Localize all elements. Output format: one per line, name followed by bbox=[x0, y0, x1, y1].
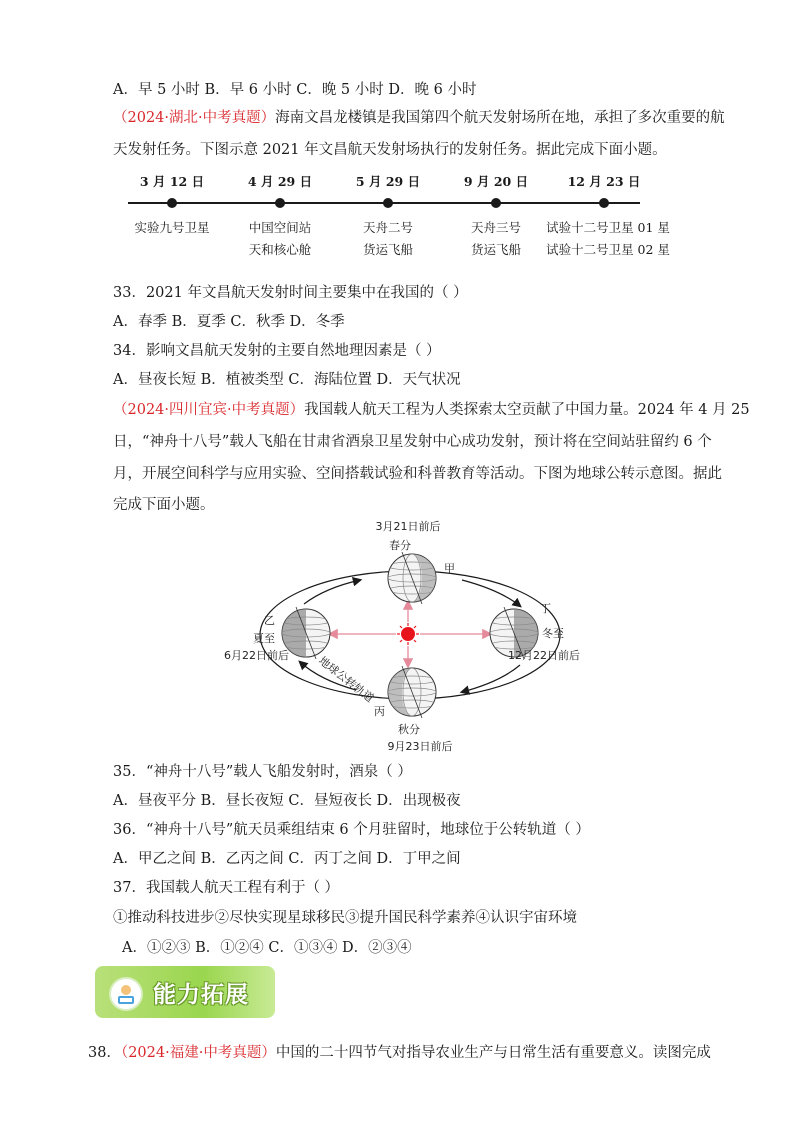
timeline-label: 天舟二号 bbox=[362, 220, 414, 235]
q33-options: A．春季 B．夏季 C．秋季 D．冬季 bbox=[113, 314, 345, 330]
timeline-date: 9 月 20 日 bbox=[463, 174, 529, 189]
spring-equinox-date: 3月21日前后 bbox=[375, 520, 441, 533]
timeline-label: 中国空间站 bbox=[248, 220, 312, 235]
position-ding-label: 丁 bbox=[540, 602, 551, 615]
intro-text: 海南文昌龙楼镇是我国第四个航天发射场所在地，承担了多次重要的航 bbox=[275, 110, 725, 126]
spring-equinox-label: 春分 bbox=[389, 539, 411, 552]
position-yi-label: 乙 bbox=[264, 614, 275, 627]
earth-globe-icon bbox=[388, 552, 436, 604]
orbit-direction-arrow bbox=[462, 665, 520, 692]
timeline-label: 试验十二号卫星 01 星 bbox=[546, 220, 670, 235]
q38-text: 中国的二十四节气对指导农业生产与日常生活有重要意义。读图完成 bbox=[275, 1045, 711, 1061]
source-tag: （2024·湖北·中考真题） bbox=[113, 110, 276, 126]
q32-options: A．早 5 小时 B．早 6 小时 C．晚 5 小时 D．晚 6 小时 bbox=[113, 82, 477, 98]
position-jia-label: 甲 bbox=[444, 562, 455, 575]
orbit-direction-arrow bbox=[304, 580, 360, 604]
earth-globe-icon bbox=[388, 666, 436, 718]
intro-2-line-4: 完成下面小题。 bbox=[113, 497, 215, 513]
timeline-label: 货运飞船 bbox=[362, 242, 414, 257]
q38-line bbox=[88, 1043, 711, 1063]
orbit-direction-arrow bbox=[462, 580, 520, 606]
position-bing-label: 丙 bbox=[374, 705, 385, 718]
timeline-label: 试验十二号卫星 02 星 bbox=[546, 242, 670, 257]
earth-globe-icon bbox=[282, 607, 330, 659]
q33-stem: 33．2021 年文昌航天发射时间主要集中在我国的（ ） bbox=[113, 285, 468, 301]
autumn-equinox-label: 秋分 bbox=[398, 723, 420, 736]
section-badge-label: 能力拓展 bbox=[153, 982, 249, 1008]
timeline-label: 天和核心舱 bbox=[248, 242, 312, 257]
timeline-date: 12 月 23 日 bbox=[567, 174, 641, 189]
timeline-date: 3 月 12 日 bbox=[139, 174, 205, 189]
summer-solstice-date: 6月22日前后 bbox=[224, 649, 289, 662]
reader-icon bbox=[109, 977, 143, 1011]
timeline-date: 5 月 29 日 bbox=[355, 174, 421, 189]
q36-stem: 36．“神舟十八号”航天员乘组结束 6 个月驻留时，地球位于公转轨道（ ） bbox=[113, 822, 590, 838]
q37-options: A．①②③ B．①②④ C．①③④ D．②③④ bbox=[122, 940, 412, 956]
winter-solstice-label: 冬至 bbox=[542, 627, 564, 640]
intro-2-line-2: 日，“神舟十八号”载人飞船在甘肃省酒泉卫星发射中心成功发射，预计将在空间站驻留约 6 个 bbox=[113, 434, 712, 450]
q36-options: A．甲乙之间 B．乙丙之间 C．丙丁之间 D．丁甲之间 bbox=[113, 851, 461, 867]
timeline-label: 实验九号卫星 bbox=[134, 220, 210, 235]
intro-2-line-3: 月，开展空间科学与应用实验、空间搭载试验和科普教育等活动。下图为地球公转示意图。据此 bbox=[113, 466, 722, 482]
q34-options: A．昼夜长短 B．植被类型 C．海陆位置 D．天气状况 bbox=[113, 372, 461, 388]
q35-stem: 35．“神舟十八号”载人飞船发射时，酒泉（ ） bbox=[113, 764, 412, 780]
sun-icon bbox=[397, 623, 419, 645]
q37-stem: 37．我国载人航天工程有利于（ ） bbox=[113, 880, 340, 896]
source-tag: （2024·四川宜宾·中考真题） bbox=[113, 402, 305, 418]
winter-solstice-date: 12月22日前后 bbox=[508, 649, 580, 662]
orbit-label: 地球公转轨道 bbox=[316, 654, 377, 705]
q35-options: A．昼夜平分 B．昼长夜短 C．昼短夜长 D．出现极夜 bbox=[113, 793, 461, 809]
intro-text: 我国载人航天工程为人类探索太空贡献了中国力量。2024 年 4 月 25 bbox=[304, 402, 750, 418]
intro-1-line-2: 天发射任务。下图示意 2021 年文昌航天发射场执行的发射任务。据此完成下面小题。 bbox=[113, 142, 667, 158]
q37-items: ①推动科技进步②尽快实现星球移民③提升国民科学素养④认识宇宙环境 bbox=[113, 910, 577, 926]
timeline-label: 天舟三号 bbox=[470, 220, 522, 235]
summer-solstice-label: 夏至 bbox=[253, 632, 275, 645]
timeline-label: 货运飞船 bbox=[470, 242, 522, 257]
q34-stem: 34．影响文昌航天发射的主要自然地理因素是（ ） bbox=[113, 343, 441, 359]
q38-number: 38． bbox=[88, 1045, 121, 1061]
source-tag: （2024·福建·中考真题） bbox=[120, 1045, 276, 1061]
timeline-date: 4 月 29 日 bbox=[247, 174, 313, 189]
section-badge bbox=[95, 966, 275, 1018]
autumn-equinox-date: 9月23日前后 bbox=[387, 740, 453, 753]
